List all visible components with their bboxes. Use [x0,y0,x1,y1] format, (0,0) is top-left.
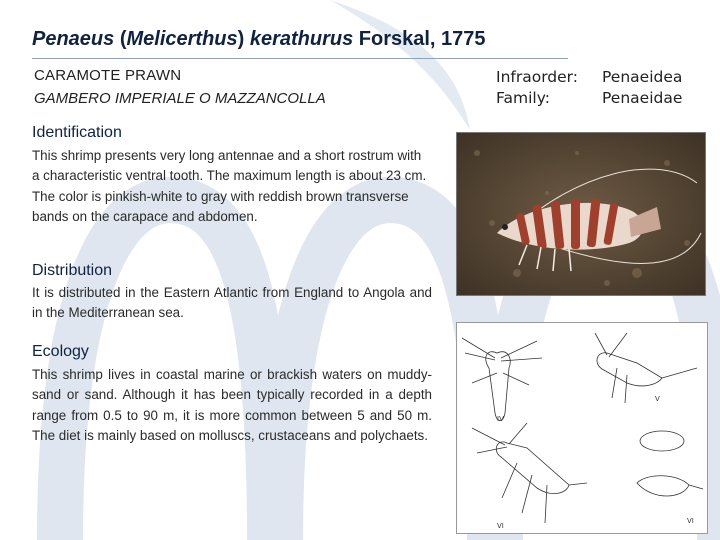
distribution-heading: Distribution [32,262,113,279]
author-citation: Forskal, 1775 [353,28,486,50]
identification-heading: Identification [32,124,122,141]
taxonomy-block [496,67,682,109]
taxonomy-value: Penaeidea [602,68,683,86]
drawing-label: VI [497,522,504,530]
taxonomy-value: Penaeidae [602,89,683,107]
drawing-label: V [655,395,660,403]
taxonomy-label: Family: [496,89,550,107]
local-name: GAMBERO IMPERIALE O MAZZANCOLLA [34,90,326,107]
distribution-text: It is distributed in the Eastern Atlantic from England to Angola and in the Mediterranean sea. [32,285,432,321]
shrimp-photo [456,132,706,296]
drawing-label: IV [497,415,504,423]
ecology-heading: Ecology [32,343,89,360]
taxonomy-row-infraorder [496,67,682,88]
common-name: CARAMOTE PRAWN [34,67,182,84]
taxonomy-label: Infraorder: [496,68,579,86]
subgenus-close-paren: ) [237,28,250,50]
larval-stages-drawing [456,322,708,534]
ecology-text: This shrimp lives in coastal marine or brackish waters on muddy-sand or sand. Although it has been typically recorded in a depth range from 0.5 to 90 m, it is more common between 5 and 50 m. The diet is mainly based on molluscs, crustaceans and polychaets. [32,367,432,443]
subgenus-name: Melicerthus [126,28,238,50]
title-divider [32,58,568,59]
identification-text: This shrimp presents very long antennae and a short rostrum with a characteristic ventral tooth. The maximum length is about 23 cm. The color is pinkish-white to gray with reddish brown transverse bands on the carapace and abdomen. [32,148,427,224]
page-title [32,28,486,51]
taxonomy-row-family [496,88,682,109]
species-name: kerathurus [249,28,354,50]
genus-name: Penaeus [32,28,115,50]
drawing-label: VI [687,517,694,525]
subgenus-open-paren: ( [114,28,127,50]
